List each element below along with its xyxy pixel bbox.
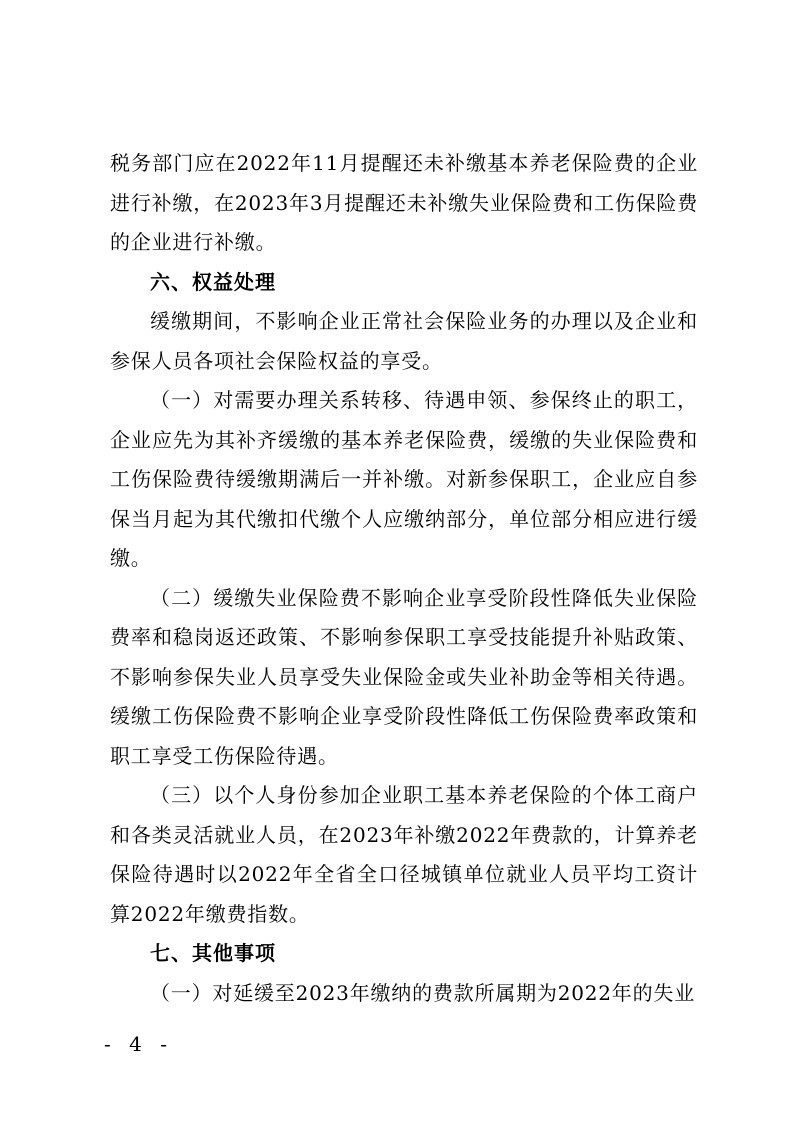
- paragraph-rights-intro: 缓缴期间，不影响企业正常社会保险业务的办理以及企业和参保人员各项社会保险权益的享受。: [110, 309, 698, 373]
- document-body: [110, 144, 698, 1013]
- section-heading-rights: 六、权益处理: [150, 269, 276, 294]
- paragraph-rights-item-3: （三）以个人身份参加企业职工基本养老保险的个体工商户和各类灵活就业人员，在2023年补缴2022年费款的，计算养老保险待遇时以2022年全省全口径城镇单位就业人员平均工资计算2022年缴费指数。: [110, 783, 698, 926]
- section-heading-other: 七、其他事项: [150, 941, 276, 965]
- paragraph-other-item-1: （一）对延缓至2023年缴纳的费款所属期为2022年的失业: [150, 980, 695, 1005]
- paragraph-rights-item-1: （一）对需要办理关系转移、待遇申领、参保终止的职工，企业应先为其补齐缓缴的基本养老保险费，缓缴的失业保险费和工伤保险费待缓缴期满后一并补缴。对新参保职工，企业应自参保当月起为其代缴扣代缴个人应缴纳部分，单位部分相应进行缓缴。: [110, 388, 698, 570]
- paragraph-tax-reminder: 税务部门应在2022年11月提醒还未补缴基本养老保险费的企业进行补缴，在2023年3月提醒还未补缴失业保险费和工伤保险费的企业进行补缴。: [110, 151, 698, 254]
- paragraph-rights-item-2: （二）缓缴失业保险费不影响企业享受阶段性降低失业保险费率和稳岗返还政策、不影响参保职工享受技能提升补贴政策、不影响参保失业人员享受失业保险金或失业补助金等相关待遇。缓缴工伤保险费不影响企业享受阶段性降低工伤保险费率政策和职工享受工伤保险待遇。: [110, 585, 698, 768]
- page-number: - 4 -: [104, 1032, 173, 1056]
